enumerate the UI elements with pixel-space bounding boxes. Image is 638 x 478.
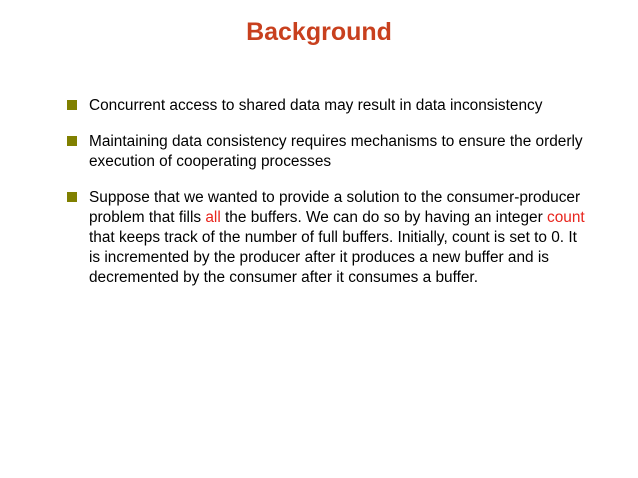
highlighted-word-count: count	[547, 209, 585, 226]
bullet-text-part: that keeps track of the number of full buffers. Initially, count is set to 0. It is incremented by the producer after it produces a new buffer and is decremented by the consumer after it consumes a buffer.	[89, 229, 577, 286]
bullet-list	[66, 96, 586, 304]
square-bullet-icon	[67, 192, 77, 202]
bullet-text: Maintaining data consistency requires mechanisms to ensure the orderly execution of cooperating processes	[89, 133, 583, 170]
highlighted-word-all: all	[205, 209, 221, 226]
bullet-item-2	[66, 132, 586, 172]
bullet-text: Concurrent access to shared data may result in data inconsistency	[89, 97, 543, 114]
bullet-item-3	[66, 188, 586, 288]
bullet-text-part: the buffers. We can do so by having an integer	[220, 209, 548, 226]
bullet-item-1	[66, 96, 586, 116]
square-bullet-icon	[67, 100, 77, 110]
slide-title: Background	[246, 18, 392, 46]
square-bullet-icon	[67, 136, 77, 146]
bullet-text-part: Suppose that we wanted to provide a solution to the consumer-producer problem that fills	[89, 189, 581, 226]
